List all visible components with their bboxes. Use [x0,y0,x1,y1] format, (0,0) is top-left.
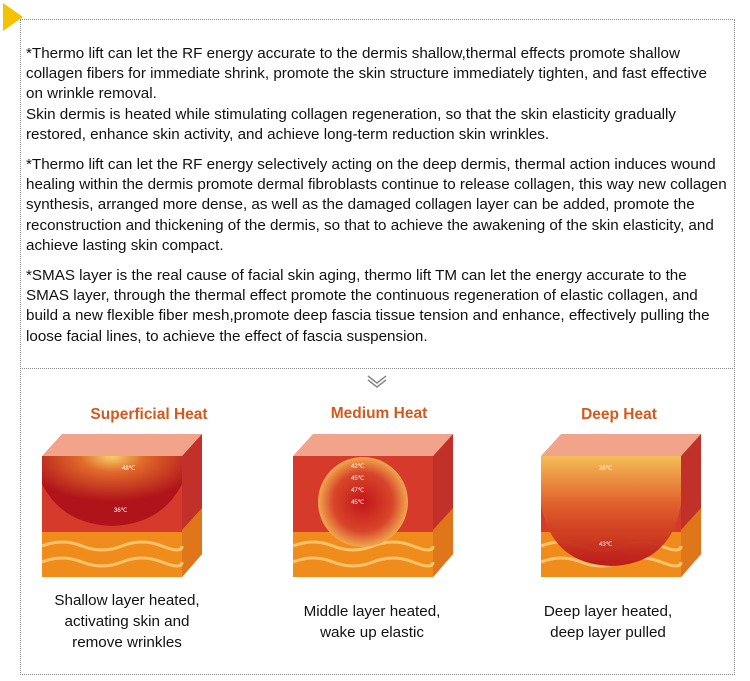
caption-line: Shallow layer heated, [54,592,200,609]
temp-label: 47℃ [351,488,365,494]
temp-label: 48℃ [122,466,136,472]
deep-heat-caption [503,601,713,643]
corner-arrow-icon [3,3,23,31]
deep-heat-diagram [541,434,721,579]
superficial-heat-title: Superficial Heat [90,406,208,423]
temp-label: 36℃ [114,508,128,514]
caption-line: deep layer pulled [550,624,666,641]
description-text [26,44,728,347]
paragraph-1: *Thermo lift can let the RF energy accurate to the dermis shallow,thermal effects promote shallow collagen fibers for immediate shrink, promote the skin structure immediately tighten, and fast effective on wrinkle removal. [26,45,707,103]
temp-label: 45℃ [351,476,365,482]
medium-heat-diagram [293,434,473,579]
caption-line: Deep layer heated, [543,603,673,620]
caption-line: Middle layer heated, [303,603,441,620]
chevron-down-icon [366,374,388,388]
medium-heat-title: Medium Heat [330,405,428,422]
temp-label: 36℃ [599,466,613,472]
caption-line: activating skin and [64,613,190,630]
temp-label: 43℃ [599,542,613,548]
superficial-heat-diagram [42,434,222,579]
temp-label: 42℃ [351,464,365,470]
caption-line: remove wrinkles [72,634,182,651]
section-divider [20,368,735,369]
deep-heat-title: Deep Heat [581,406,657,423]
temp-label: 45℃ [351,500,365,506]
paragraph-4: *SMAS layer is the real cause of facial skin aging, thermo lift TM can let the energy accurate to the SMAS layer, through the thermal effect promote the continuous regeneration of elastic collagen, and build a new flexible fiber mesh,promote deep fascia tissue tension and enhance, effectively pulling the loose facial lines, to achieve the effect of fascia suspension. [26,267,710,345]
paragraph-3: *Thermo lift can let the RF energy selectively acting on the deep dermis, thermal action induces wound healing within the dermis promote dermal fibroblasts continue to release collagen, this way new collagen synthesis, arranged more dense, as well as the damaged collagen layer can be added, promote the reconstruction and thickening of the dermis, so that to achieve the awakening of the skin elasticity, and achieve lasting skin compact. [26,156,727,254]
superficial-heat-caption [22,590,232,653]
caption-line: wake up elastic [320,624,424,641]
paragraph-2: Skin dermis is heated while stimulating collagen regeneration, so that the skin elasticity gradually restored, enhance skin activity, and achieve long-term reduction skin wrinkles. [26,105,677,143]
medium-heat-caption [267,601,477,643]
